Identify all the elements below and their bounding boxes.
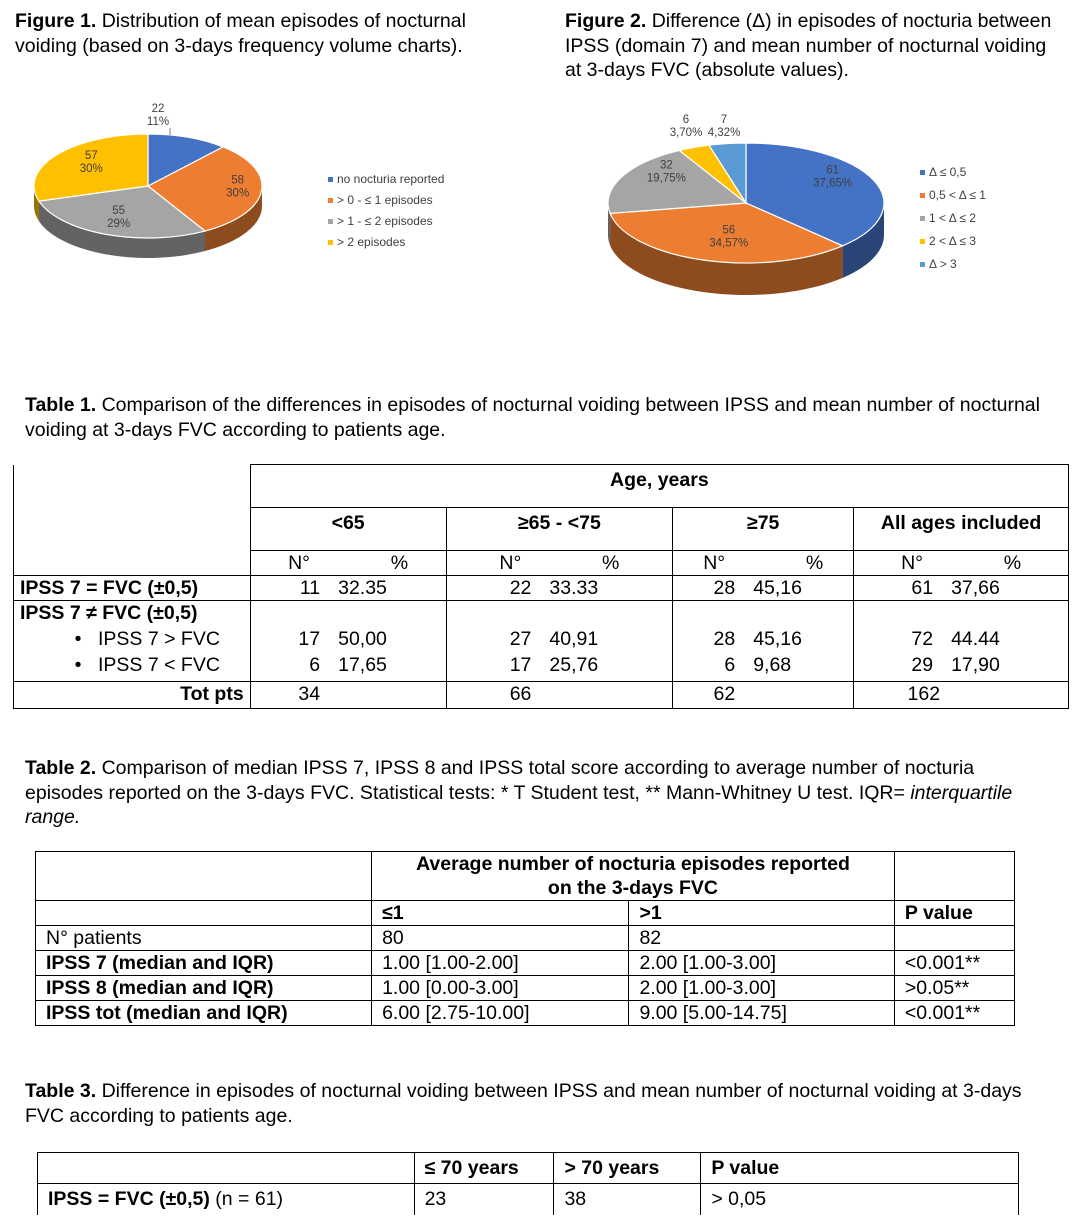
table-cell: 40,91 [549, 628, 599, 650]
table1-col-65to75: ≥65 - <75 [446, 508, 673, 551]
table3-col-p: P value [701, 1153, 1019, 1184]
legend-swatch-3 [328, 240, 333, 245]
table-cell: 28 [713, 628, 736, 650]
table2-col-p: P value [894, 901, 1014, 926]
figure1-caption-text: Distribution of mean episodes of nocturnal voiding (based on 3-days frequency volume charts). [15, 10, 466, 57]
table1-row-equal [14, 576, 1069, 601]
table1-col-under65: <65 [250, 508, 446, 551]
table2-caption-italic: interquartile range. [25, 781, 1013, 828]
table3-caption [25, 1079, 1065, 1128]
table-cell: 17,65 [338, 654, 387, 676]
table3-col-le70: ≤ 70 years [414, 1153, 554, 1184]
table-cell: 17 [509, 654, 532, 676]
pie-percent-label-3: 3,70% [669, 127, 703, 139]
table-cell: IPSS 8 (median and IQR) [36, 976, 372, 1001]
table-cell: 23 [414, 1184, 554, 1215]
table-cell: 33.33 [549, 577, 599, 599]
pie-value-label-0: 61 [826, 164, 840, 177]
table-cell: 80 [372, 926, 629, 951]
table1-caption [25, 393, 1065, 442]
table-cell: 22 [509, 577, 532, 599]
table1-sub-under65: N° % [250, 551, 446, 576]
legend-swatch-3 [920, 239, 925, 244]
table-cell: 32.35 [338, 577, 387, 599]
legend-swatch-0 [328, 177, 333, 182]
table-cell: N° patients [36, 926, 372, 951]
table-cell: 17 [298, 628, 321, 650]
figure2-pie-chart [560, 110, 1080, 310]
table2-group-header: Average number of nocturia episodes reported on the 3-days FVC [372, 852, 895, 901]
legend-label-4: Δ > 3 [929, 257, 957, 271]
table-cell: <0.001** [894, 1001, 1014, 1026]
table-cell: <0.001** [894, 951, 1014, 976]
table-cell: IPSS 7 (median and IQR) [36, 951, 372, 976]
table1-row-less [14, 653, 1069, 681]
pie-percent-label-0: 11% [146, 116, 170, 128]
table-cell: 28 [713, 577, 736, 599]
table1-row-total-label: Tot pts [14, 681, 251, 708]
legend-swatch-2 [920, 216, 925, 221]
table-cell: 25,76 [549, 654, 599, 676]
table-cell: 44.44 [951, 628, 1000, 650]
figure1-caption-label: Figure 1. [15, 10, 97, 32]
legend-label-3: > 2 episodes [337, 235, 406, 249]
table-row [36, 926, 1015, 951]
table1-caption-label: Table 1. [25, 394, 97, 416]
pie-percent-label-2: 29% [107, 217, 131, 230]
table-cell: > 0,05 [701, 1184, 1019, 1215]
table-cell: 34 [298, 682, 321, 705]
legend-label-0: Δ ≤ 0,5 [929, 165, 967, 179]
table-cell: 6.00 [2.75-10.00] [372, 1001, 629, 1026]
pie-percent-label-2: 19,75% [646, 172, 686, 185]
pie-value-label-0: 22 [151, 103, 165, 115]
table2-caption-label: Table 2. [25, 757, 97, 779]
table1-row-less-label: IPSS 7 < FVC [98, 654, 220, 676]
table-cell: 82 [629, 926, 894, 951]
table-cell: 11 [299, 577, 321, 599]
table-cell: 2.00 [1.00-3.00] [629, 976, 894, 1001]
pie-value-label-2: 55 [112, 204, 126, 217]
figure2-caption-text: Difference (Δ) in episodes of nocturia between IPSS (domain 7) and mean number of nocturnal voiding at 3-days FVC (absolute values). [565, 10, 1052, 81]
table-cell: 162 [907, 682, 941, 705]
table-row [38, 1184, 1019, 1215]
table-cell: 50,00 [338, 628, 387, 650]
pie-value-label-3: 6 [682, 114, 690, 126]
table1-row-equal-label: IPSS 7 = FVC (±0,5) [14, 576, 251, 601]
table-cell: >0.05** [894, 976, 1014, 1001]
table-cell: 45,16 [753, 628, 803, 650]
table-cell: 45,16 [753, 577, 803, 599]
legend-swatch-1 [328, 198, 333, 203]
table2-caption-text: Comparison of median IPSS 7, IPSS 8 and IPSS total score according to average number of nocturia episodes reported on the 3-days FVC. Statistical tests: * T Student test, ** Mann-Whitney U test. IQR= [25, 757, 975, 804]
table-cell: 38 [554, 1184, 701, 1215]
table-cell [894, 926, 1014, 951]
figure1-pie-chart [0, 95, 540, 285]
table1-col-over75: ≥75 [673, 508, 854, 551]
table1-row-greater [14, 625, 1069, 653]
legend-label-0: no nocturia reported [337, 172, 445, 186]
pie-percent-label-1: 34,57% [709, 237, 749, 250]
table1-sub-all: N° % [854, 551, 1069, 576]
table-cell: 9,68 [753, 654, 792, 676]
table3-col-gt70: > 70 years [554, 1153, 701, 1184]
table1-row-total [14, 681, 1069, 708]
legend-swatch-1 [920, 193, 925, 198]
legend-label-2: > 1 - ≤ 2 episodes [337, 214, 433, 228]
table1-row-notequal [14, 601, 1069, 626]
pie-percent-label-4: 4,32% [707, 127, 741, 139]
table-cell: IPSS tot (median and IQR) [36, 1001, 372, 1026]
legend-swatch-0 [920, 170, 925, 175]
table-row [36, 1001, 1015, 1026]
figure2-legend [920, 165, 986, 271]
pie-value-label-2: 32 [659, 159, 673, 172]
table-cell: IPSS = FVC (±0,5) (n = 61) [38, 1184, 415, 1215]
figure1-caption [15, 9, 485, 58]
pie-value-label-1: 58 [231, 174, 245, 187]
table1-sub-65to75: N° % [446, 551, 673, 576]
table3 [37, 1152, 1019, 1215]
table1-sub-over75: N° % [673, 551, 854, 576]
table1-caption-text: Comparison of the differences in episodes of nocturnal voiding between IPSS and mean number of nocturnal voiding at 3-days FVC according to patients age. [25, 394, 1040, 441]
table-row [36, 951, 1015, 976]
legend-label-1: 0,5 < Δ ≤ 1 [929, 188, 986, 202]
table1 [13, 464, 1069, 709]
pie-value-label-3: 57 [84, 149, 98, 162]
legend-label-1: > 0 - ≤ 1 episodes [337, 193, 433, 207]
bullet-icon: • [74, 654, 82, 676]
pie-value-label-1: 56 [722, 224, 736, 237]
table-cell: 6 [309, 654, 321, 676]
table-cell: 27 [509, 628, 532, 650]
bullet-icon: • [74, 628, 82, 650]
table3-caption-text: Difference in episodes of nocturnal voiding between IPSS and mean number of nocturnal voiding at 3-days FVC according to patients age. [25, 1080, 1022, 1127]
table1-group-header: Age, years [250, 465, 1068, 508]
pie-percent-label-0: 37,65% [813, 177, 853, 190]
legend-swatch-4 [920, 262, 925, 267]
table1-row-greater-label: IPSS 7 > FVC [98, 628, 220, 650]
table1-col-all: All ages included [854, 508, 1069, 551]
figure2-caption-label: Figure 2. [565, 10, 647, 32]
table-cell: 6 [724, 654, 736, 676]
table-cell: 9.00 [5.00-14.75] [629, 1001, 894, 1026]
table-cell: 66 [509, 682, 532, 705]
pie-value-label-4: 7 [720, 114, 728, 126]
pie-percent-label-1: 30% [226, 187, 250, 200]
figure2-caption [565, 9, 1065, 83]
pie-percent-label-3: 30% [79, 162, 103, 175]
legend-label-3: 2 < Δ ≤ 3 [929, 234, 976, 248]
figure2-pie [608, 143, 884, 295]
table-cell: 1.00 [0.00-3.00] [372, 976, 629, 1001]
table2-caption [25, 756, 1035, 830]
table-cell: 37,66 [951, 577, 1000, 599]
table2 [35, 851, 1015, 1026]
table3-caption-label: Table 3. [25, 1080, 97, 1102]
table-cell: 61 [911, 577, 934, 599]
table2-col-gt1: >1 [629, 901, 894, 926]
table2-col-le1: ≤1 [372, 901, 629, 926]
legend-swatch-2 [328, 219, 333, 224]
figure1-legend [328, 172, 444, 249]
table1-row-notequal-label: IPSS 7 ≠ FVC (±0,5) [14, 601, 251, 626]
table-cell: 17,90 [951, 654, 1000, 676]
legend-label-2: 1 < Δ ≤ 2 [929, 211, 976, 225]
table-row [36, 976, 1015, 1001]
table-cell: 29 [911, 654, 934, 676]
table-cell: 2.00 [1.00-3.00] [629, 951, 894, 976]
table-cell: 1.00 [1.00-2.00] [372, 951, 629, 976]
table-cell: 72 [911, 628, 934, 650]
table-cell: 62 [713, 682, 736, 705]
